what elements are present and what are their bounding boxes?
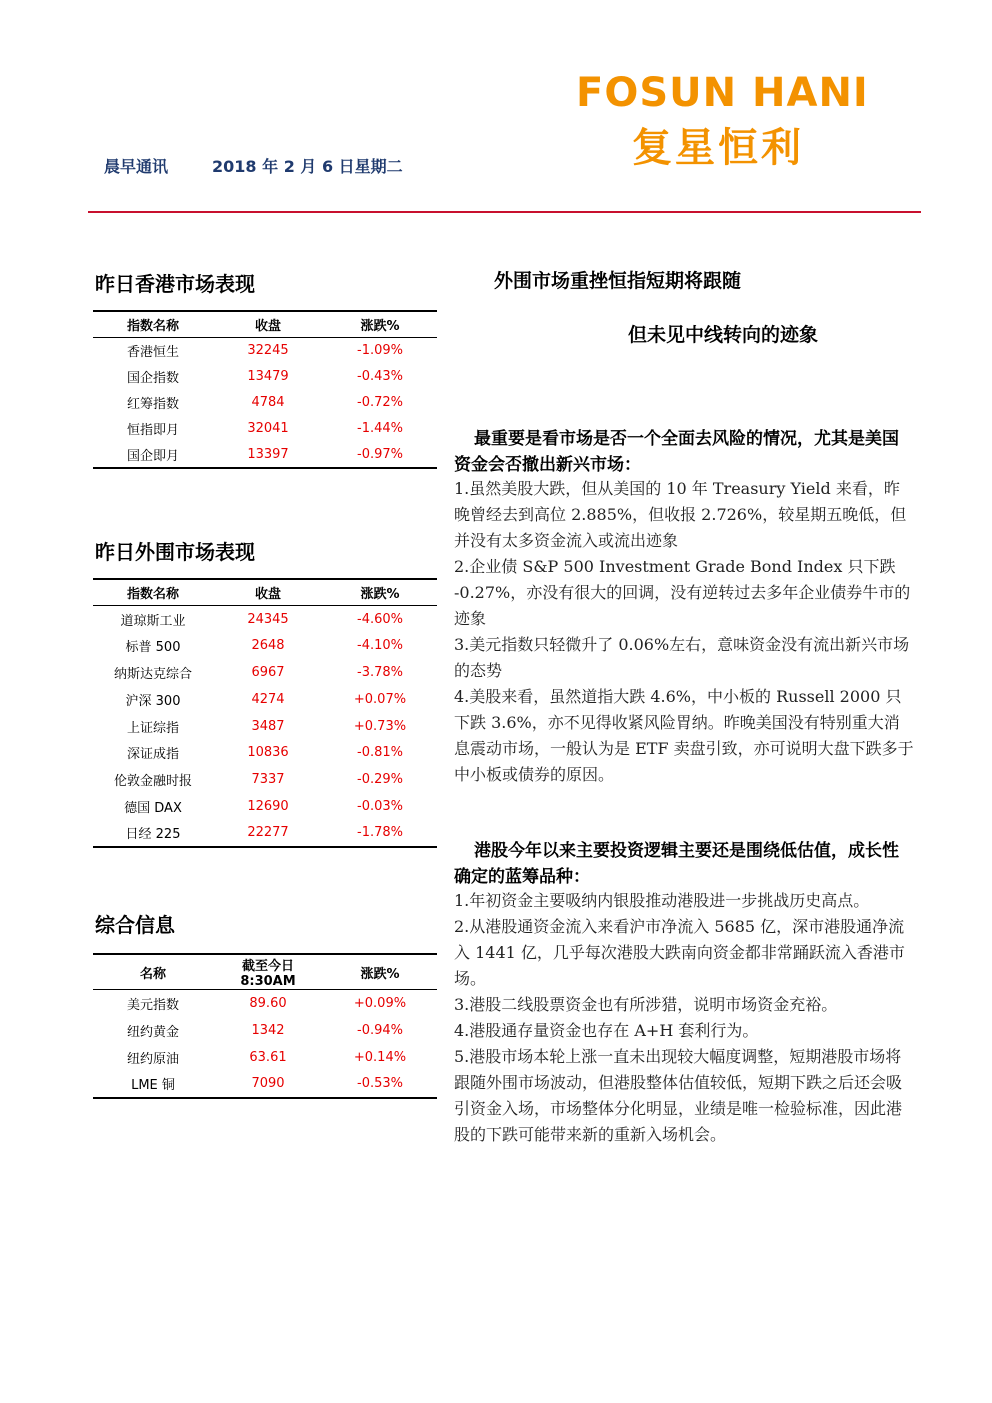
index-name-cell: 道琼斯工业 <box>120 613 186 629</box>
article-point: 2.从港股通资金流入来看沪市净流入 5685 亿，深市港股通净流入 1441 亿，几乎每次港股大跌南向资金都非常踊跃流入香港市场。 <box>454 917 905 988</box>
change-percent-cell: -0.72% <box>357 395 403 410</box>
table-row <box>93 1071 437 1098</box>
change-percent-cell: -0.03% <box>357 798 403 814</box>
hk-market-table <box>93 310 437 469</box>
article-point: 1.虽然美股大跌，但从美国的 10 年 Treasury Yield 来看，昨晚曾经去到高位 2.885%，但收报 2.726%，较星期五晚低，但并没有太多资金流入或流出迹象 <box>454 479 907 550</box>
misc-section-title: 综合信息 <box>95 913 175 937</box>
global-section-title: 昨日外围市场表现 <box>95 540 255 564</box>
change-percent-cell: +0.14% <box>353 1049 407 1065</box>
table-row <box>93 606 437 633</box>
table-row <box>93 1044 437 1071</box>
index-name-cell: 红筹指数 <box>126 397 179 412</box>
hk-section-title: 昨日香港市场表现 <box>95 272 255 296</box>
change-percent-cell: -0.29% <box>357 772 403 788</box>
article-title-line2: 但未见中线转向的迹象 <box>628 324 819 346</box>
table-row <box>93 713 437 740</box>
index-name-cell: 上证综指 <box>126 720 179 736</box>
close-value-cell: 22277 <box>213 820 323 847</box>
table-row <box>93 390 437 416</box>
table-row <box>93 632 437 659</box>
index-name-cell: 美元指数 <box>126 997 179 1013</box>
report-header <box>104 154 403 177</box>
close-value-cell: 7337 <box>251 772 285 788</box>
column-header: 收盘 <box>213 311 323 338</box>
index-name-cell: 日经 225 <box>93 820 213 847</box>
logo-english: FOSUN HANI <box>576 70 869 116</box>
article-point: 1.年初资金主要吸纳内银股推动港股进一步挑战历史高点。 <box>454 891 870 910</box>
close-value-cell: 32245 <box>247 343 289 359</box>
article-paragraph1-heading: 最重要是看市场是否一个全面去风险的情况，尤其是美国资金会否撤出新兴市场： <box>454 429 899 475</box>
change-percent-cell: -4.10% <box>357 638 403 654</box>
global-market-table <box>93 578 437 848</box>
index-name-cell: 标普 500 <box>125 640 181 656</box>
article-point: 3.美元指数只轻微升了 0.06%左右，意味资金没有流出新兴市场的态势 <box>454 635 910 680</box>
index-name-cell: 恒指即月 <box>126 423 179 438</box>
change-percent-cell: -0.97% <box>323 442 437 468</box>
article-paragraph2-heading: 港股今年以来主要投资逻辑主要还是围绕低估值，成长性确定的蓝筹品种： <box>454 841 899 887</box>
article-point: 5.港股市场本轮上涨一直未出现较大幅度调整，短期港股市场将跟随外围市场波动，但港股整体估值较低，短期下跌之后还会吸引资金入场，市场整体分化明显，业绩是唯一检验标准，因此港股的下跌可能带来新的重新入场机会。 <box>454 1047 903 1144</box>
table-row <box>93 793 437 820</box>
column-header: 涨跌% <box>323 579 437 606</box>
index-name-cell: 德国 DAX <box>124 800 182 816</box>
index-name-cell: 国企指数 <box>126 371 179 386</box>
table-row <box>93 364 437 390</box>
index-name-cell: 纳斯达克综合 <box>113 666 192 682</box>
change-percent-cell: +0.07% <box>353 691 407 707</box>
close-value-cell: 4274 <box>251 691 285 707</box>
close-value-cell: 7090 <box>213 1071 323 1098</box>
close-value-cell: 10836 <box>247 745 289 761</box>
close-value-cell: 2648 <box>251 638 285 654</box>
index-name-cell: 深证成指 <box>126 747 179 763</box>
table-row <box>93 820 437 847</box>
close-value-cell: 89.60 <box>249 995 287 1011</box>
change-percent-cell: -0.43% <box>357 369 403 384</box>
table-row <box>93 416 437 442</box>
article-point: 4.美股来看，虽然道指大跌 4.6%，中小板的 Russell 2000 只下跌 3.6%，亦不见得收紧风险胃纳。昨晚美国没有特别重大消息震动市场，一般认为是 ETF 卖盘引致，亦可说明大盘下跌多于中小板或债券的原因。 <box>454 687 914 784</box>
column-header: 收盘 <box>213 579 323 606</box>
close-value-cell: 32041 <box>247 421 289 436</box>
misc-info-table <box>93 953 437 1099</box>
column-header: 涨跌% <box>323 311 437 338</box>
column-header: 涨跌% <box>323 954 437 990</box>
header-divider <box>88 211 921 213</box>
column-header: 指数名称 <box>93 311 213 338</box>
close-value-cell: 1342 <box>251 1022 285 1038</box>
change-percent-cell: -0.53% <box>323 1071 437 1098</box>
index-name-cell: 纽约原油 <box>126 1051 179 1067</box>
table-row <box>93 442 437 468</box>
index-name-cell: 国企即月 <box>93 442 213 468</box>
close-value-cell: 63.61 <box>249 1049 287 1065</box>
change-percent-cell: -1.78% <box>323 820 437 847</box>
column-header: 指数名称 <box>93 579 213 606</box>
change-percent-cell: +0.09% <box>353 995 407 1011</box>
table-row <box>93 659 437 686</box>
close-value-cell: 3487 <box>251 718 285 734</box>
change-percent-cell: +0.73% <box>353 718 407 734</box>
report-label: 晨早通讯 <box>104 157 169 176</box>
change-percent-cell: -0.94% <box>357 1022 403 1038</box>
close-value-cell: 13479 <box>247 369 289 384</box>
close-value-cell: 6967 <box>251 664 285 680</box>
close-value-cell: 13397 <box>213 442 323 468</box>
table-row <box>93 990 437 1017</box>
article-paragraph2-body <box>454 888 914 1148</box>
change-percent-cell: -3.78% <box>357 664 403 680</box>
article-point: 3.港股二线股票资金也有所涉猎，说明市场资金充裕。 <box>454 995 838 1014</box>
close-value-cell: 12690 <box>247 798 289 814</box>
article-paragraph1-body <box>454 476 914 788</box>
index-name-cell: 伦敦金融时报 <box>113 774 192 790</box>
change-percent-cell: -4.60% <box>357 611 403 627</box>
article-point: 4.港股通存量资金也存在 A+H 套利行为。 <box>454 1021 759 1040</box>
close-value-cell: 24345 <box>247 611 289 627</box>
report-date: 2018 年 2 月 6 日星期二 <box>212 157 403 176</box>
index-name-cell: LME 铜 <box>93 1071 213 1098</box>
column-header: 截至今日 8:30AM <box>213 954 323 990</box>
change-percent-cell: -1.44% <box>357 421 403 436</box>
logo-chinese: 复星恒利 <box>632 125 804 171</box>
change-percent-cell: -0.81% <box>357 745 403 761</box>
change-percent-cell: -1.09% <box>357 343 403 359</box>
index-name-cell: 香港恒生 <box>126 345 179 361</box>
table-row <box>93 739 437 766</box>
article-title-line1: 外围市场重挫恒指短期将跟随 <box>494 270 742 292</box>
close-value-cell: 4784 <box>251 395 285 410</box>
table-row <box>93 766 437 793</box>
index-name-cell: 沪深 300 <box>125 693 181 709</box>
table-row <box>93 338 437 364</box>
index-name-cell: 纽约黄金 <box>126 1024 179 1040</box>
article-point: 2.企业债 S&P 500 Investment Grade Bond Index 只下跌 -0.27%，亦没有很大的回调，没有逆转过去多年企业债券牛市的迹象 <box>454 557 911 628</box>
table-row <box>93 686 437 713</box>
table-row <box>93 1017 437 1044</box>
column-header: 名称 <box>93 954 213 990</box>
